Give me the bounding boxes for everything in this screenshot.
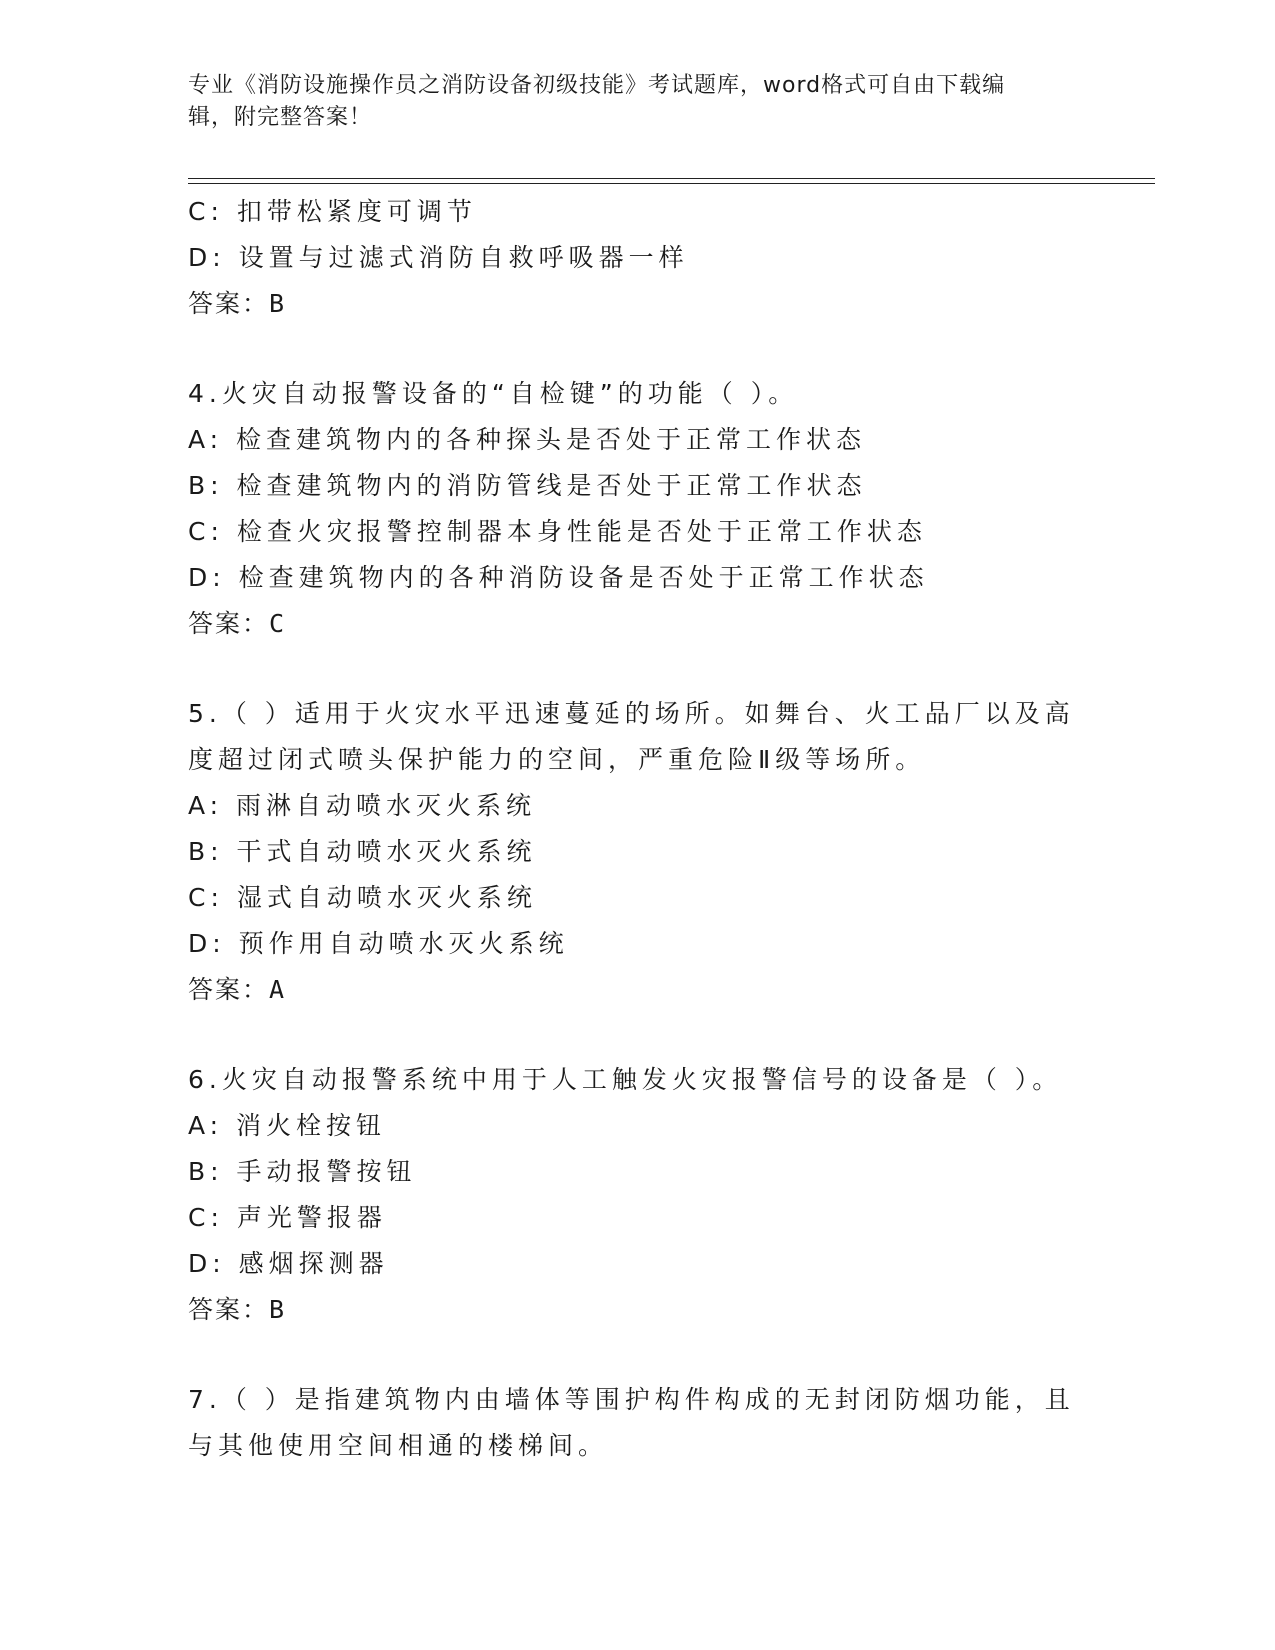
answer-line [188, 967, 1068, 1013]
option-c [188, 875, 1068, 921]
option-text: 湿式自动喷水灭火系统 [236, 883, 537, 912]
option-text: 检查建筑物内的各种探头是否处于正常工作状态 [236, 425, 867, 454]
option-c [188, 189, 1068, 235]
option-text: 干式自动喷水灭火系统 [236, 837, 537, 866]
question-4 [188, 371, 1068, 647]
option-text: 声光警报器 [236, 1203, 387, 1232]
option-b [188, 463, 1068, 509]
question-3-continued [188, 189, 1068, 327]
option-text: 消火栓按钮 [236, 1111, 387, 1140]
option-d [188, 555, 1068, 601]
option-text: 检查建筑物内的消防管线是否处于正常工作状态 [236, 471, 867, 500]
header-rule-top [188, 178, 1155, 179]
option-a [188, 417, 1068, 463]
document-header [188, 70, 1068, 134]
option-label: A: [188, 425, 224, 454]
option-label: A: [188, 1111, 224, 1140]
question-7 [188, 1377, 1075, 1469]
answer-prefix: 答案： [188, 975, 270, 1004]
question-stem: 4.火灾自动报警设备的“自检键”的功能（ ）。 [188, 379, 799, 408]
option-label: D: [188, 1249, 226, 1278]
option-d [188, 921, 1068, 967]
option-text: 预作用自动喷水灭火系统 [238, 929, 569, 958]
answer-value: C [269, 609, 287, 638]
option-label: D: [188, 563, 226, 592]
option-b [188, 1149, 1068, 1195]
answer-line [188, 281, 1068, 327]
option-text: 雨淋自动喷水灭火系统 [236, 791, 537, 820]
answer-prefix: 答案： [188, 609, 270, 638]
option-c [188, 509, 1068, 555]
question-stem: 6.火灾自动报警系统中用于人工触发火灾报警信号的设备是（ ）。 [188, 1065, 1063, 1094]
option-a [188, 1103, 1068, 1149]
option-text: 设置与过滤式消防自救呼吸器一样 [238, 243, 689, 272]
option-label: A: [188, 791, 224, 820]
question-content [188, 189, 1075, 1469]
option-label: B: [188, 1157, 224, 1186]
option-label: C: [188, 197, 224, 226]
answer-line [188, 601, 1068, 647]
option-d [188, 235, 1068, 281]
answer-prefix: 答案： [188, 289, 270, 318]
option-d [188, 1241, 1068, 1287]
option-text: 感烟探测器 [238, 1249, 389, 1278]
answer-line [188, 1287, 1068, 1333]
option-label: C: [188, 517, 224, 546]
question-stem: 7.（ ）是指建筑物内由墙体等围护构件构成的无封闭防烟功能，且 [188, 1385, 1075, 1414]
header-line-1: 专业《消防设施操作员之消防设备初级技能》考试题库，word格式可自由下载编 [188, 73, 1006, 98]
option-text: 扣带松紧度可调节 [236, 197, 477, 226]
option-c [188, 1195, 1068, 1241]
option-text: 检查火灾报警控制器本身性能是否处于正常工作状态 [236, 517, 927, 546]
answer-value: B [269, 289, 287, 318]
option-label: D: [188, 929, 226, 958]
option-label: B: [188, 837, 224, 866]
question-6 [188, 1057, 1068, 1333]
question-5 [188, 691, 1075, 1013]
option-label: C: [188, 883, 224, 912]
option-label: D: [188, 243, 226, 272]
question-stem-continued: 度超过闭式喷头保护能力的空间，严重危险Ⅱ级等场所。 [188, 745, 926, 774]
option-text: 检查建筑物内的各种消防设备是否处于正常工作状态 [238, 563, 929, 592]
question-stem-continued: 与其他使用空间相通的楼梯间。 [188, 1431, 609, 1460]
answer-prefix: 答案： [188, 1295, 270, 1324]
option-text: 手动报警按钮 [236, 1157, 417, 1186]
option-b [188, 829, 1068, 875]
answer-value: B [269, 1295, 287, 1324]
header-rule-bottom [188, 183, 1155, 184]
question-stem: 5.（ ）适用于火灾水平迅速蔓延的场所。如舞台、火工品厂以及高 [188, 699, 1075, 728]
option-a [188, 783, 1068, 829]
option-label: B: [188, 471, 224, 500]
option-label: C: [188, 1203, 224, 1232]
answer-value: A [269, 975, 287, 1004]
header-line-2: 辑，附完整答案！ [188, 105, 373, 130]
